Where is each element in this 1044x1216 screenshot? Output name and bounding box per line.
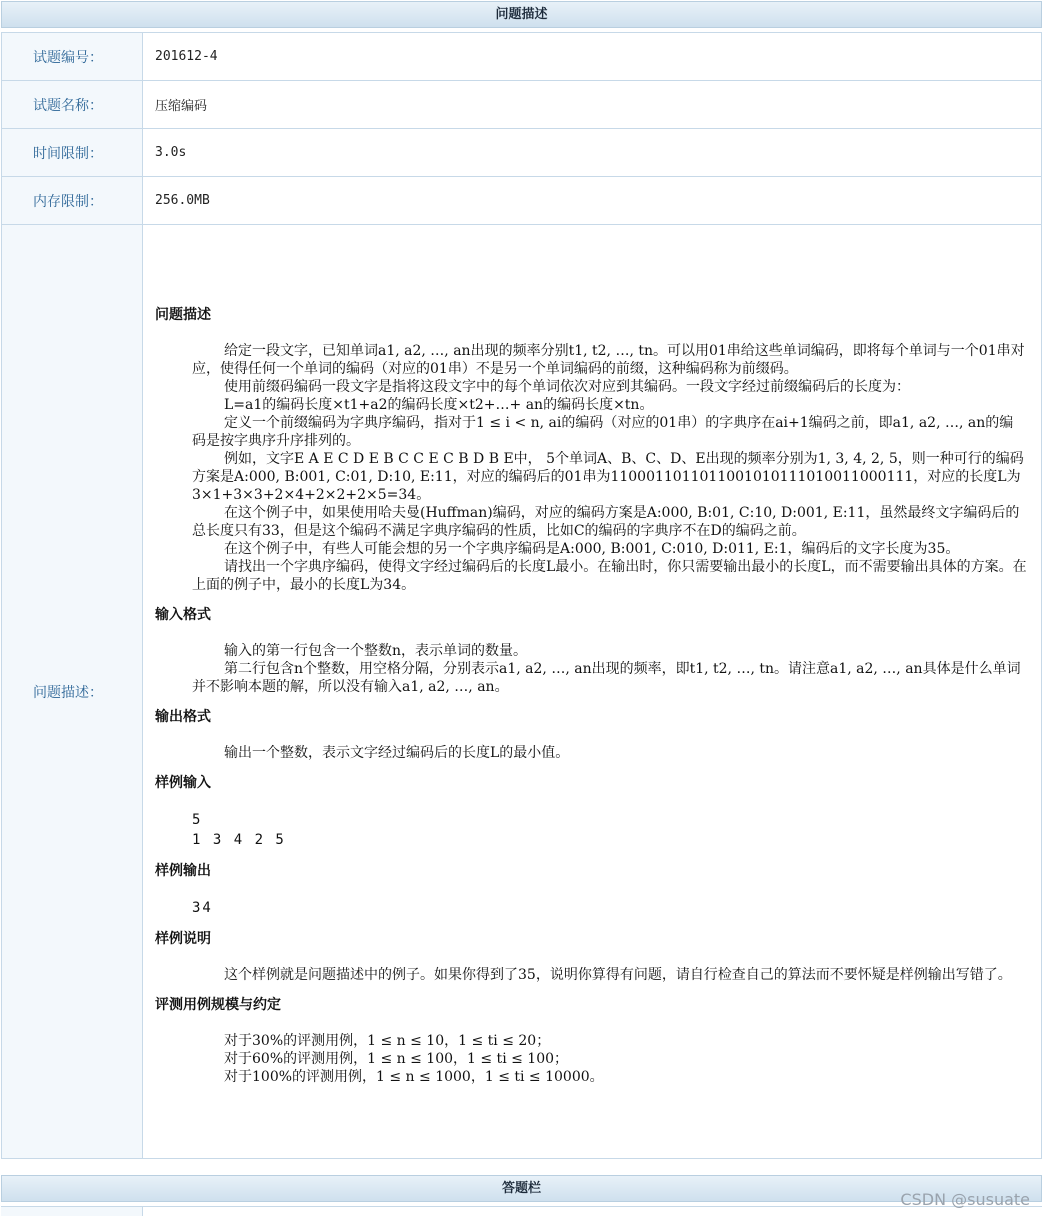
explanation-paragraph: 这个样例就是问题描述中的例子。如果你得到了35，说明你算得有问题，请自行检查自己的算法而不要怀疑是样例输出写错了。 bbox=[224, 966, 1012, 983]
sample-input-line: 1 3 4 2 5 bbox=[192, 831, 286, 848]
desc-paragraph: 请找出一个字典序编码，使得文字经过编码后的长度L最小。在输出时，你只需要输出最小的长度L，而不需要输出具体的方案。在上面的例子中，最小的长度L为34。 bbox=[192, 558, 1027, 593]
scale-line: 对于30%的评测用例，1 ≤ n ≤ 10，1 ≤ ti ≤ 20； bbox=[224, 1032, 551, 1049]
desc-formula: L=a1的编码长度×t1+a2的编码长度×t2+…+ an的编码长度×tn。 bbox=[224, 396, 654, 413]
desc-paragraph: 在这个例子中，有些人可能会想的另一个字典序编码是A:000, B:001, C:010, D:011, E:1，编码后的文字长度为35。 bbox=[224, 540, 960, 557]
answer-panel-header: 答题栏 bbox=[1, 1175, 1042, 1202]
info-row-name bbox=[2, 81, 1042, 129]
value-memory: 256.0MB bbox=[143, 177, 1042, 225]
info-row-time bbox=[2, 129, 1042, 177]
label-time: 时间限制： bbox=[2, 129, 143, 177]
value-time: 3.0s bbox=[143, 129, 1042, 177]
input-paragraph: 第二行包含n个整数，用空格分隔，分别表示a1, a2, …, an出现的频率，即t1, t2, …, tn。请注意a1, a2, …, an具体是什么单词并不影响本题的解，所以没有输入a1, a2, …, an。 bbox=[192, 660, 1021, 695]
info-row-description bbox=[2, 225, 1042, 1159]
scale-line: 对于100%的评测用例，1 ≤ n ≤ 1000，1 ≤ ti ≤ 10000。 bbox=[224, 1068, 604, 1085]
label-id: 试题编号： bbox=[2, 33, 143, 81]
info-row-id bbox=[2, 33, 1042, 81]
section-title-description: 问题描述 bbox=[155, 306, 211, 323]
input-paragraph: 输入的第一行包含一个整数n，表示单词的数量。 bbox=[224, 642, 528, 659]
desc-paragraph: 例如，文字E A E C D E B C C E C B D B E中， 5个单词A、B、C、D、E出现的频率分别为1, 3, 4, 2, 5，则一种可行的编码方案是A:000, B:001, C:01, D:10, E:11，对应的编码后的01串为1100011011011001010111010011000111，对应的长度L为3×1+3×3+2×4+2×2+2×5=34。 bbox=[192, 450, 1024, 503]
desc-paragraph: 定义一个前缀编码为字典序编码，指对于1 ≤ i < n, ai的编码（对应的01串）的字典序在ai+1编码之前，即a1, a2, …, an的编码是按字典序升序排列的。 bbox=[192, 414, 1014, 449]
label-description: 问题描述： bbox=[2, 225, 143, 1159]
section-title-output: 输出格式 bbox=[155, 708, 211, 725]
section-title-sample-output: 样例输出 bbox=[155, 862, 211, 879]
desc-paragraph: 给定一段文字，已知单词a1, a2, …, an出现的频率分别t1, t2, …, tn。可以用01串给这些单词编码，即将每个单词与一个01串对应，使得任何一个单词的编码（对应的01串）不是另一个单词编码的前缀，这种编码称为前缀码。 bbox=[192, 342, 1025, 377]
scale-line: 对于60%的评测用例，1 ≤ n ≤ 100，1 ≤ ti ≤ 100； bbox=[224, 1050, 569, 1067]
section-title-scale: 评测用例规模与约定 bbox=[155, 996, 281, 1013]
problem-info-table bbox=[1, 32, 1042, 1159]
description-content bbox=[143, 225, 1042, 1159]
desc-paragraph: 在这个例子中，如果使用哈夫曼(Huffman)编码，对应的编码方案是A:000, B:01, C:10, D:001, E:11，虽然最终文字编码后的总长度只有33，但是这个编码不满足字典序编码的性质，比如C的编码的字典序不在D的编码之前。 bbox=[192, 504, 1020, 539]
label-name: 试题名称： bbox=[2, 81, 143, 129]
output-paragraph: 输出一个整数，表示文字经过编码后的长度L的最小值。 bbox=[224, 744, 570, 761]
sample-output-line: 34 bbox=[192, 899, 213, 916]
value-id: 201612-4 bbox=[143, 33, 1042, 81]
desc-paragraph: 使用前缀码编码一段文字是指将这段文字中的每个单词依次对应到其编码。一段文字经过前缀编码后的长度为： bbox=[224, 378, 910, 395]
label-memory: 内存限制： bbox=[2, 177, 143, 225]
info-row-memory bbox=[2, 177, 1042, 225]
problem-panel-header: 问题描述 bbox=[1, 1, 1042, 28]
sample-input-line: 5 bbox=[192, 811, 203, 828]
value-name: 压缩编码 bbox=[143, 81, 1042, 129]
section-title-input: 输入格式 bbox=[155, 606, 211, 623]
watermark-text: CSDN @susuate bbox=[900, 1190, 1030, 1209]
section-title-sample-input: 样例输入 bbox=[155, 774, 211, 791]
section-title-explanation: 样例说明 bbox=[155, 930, 211, 947]
